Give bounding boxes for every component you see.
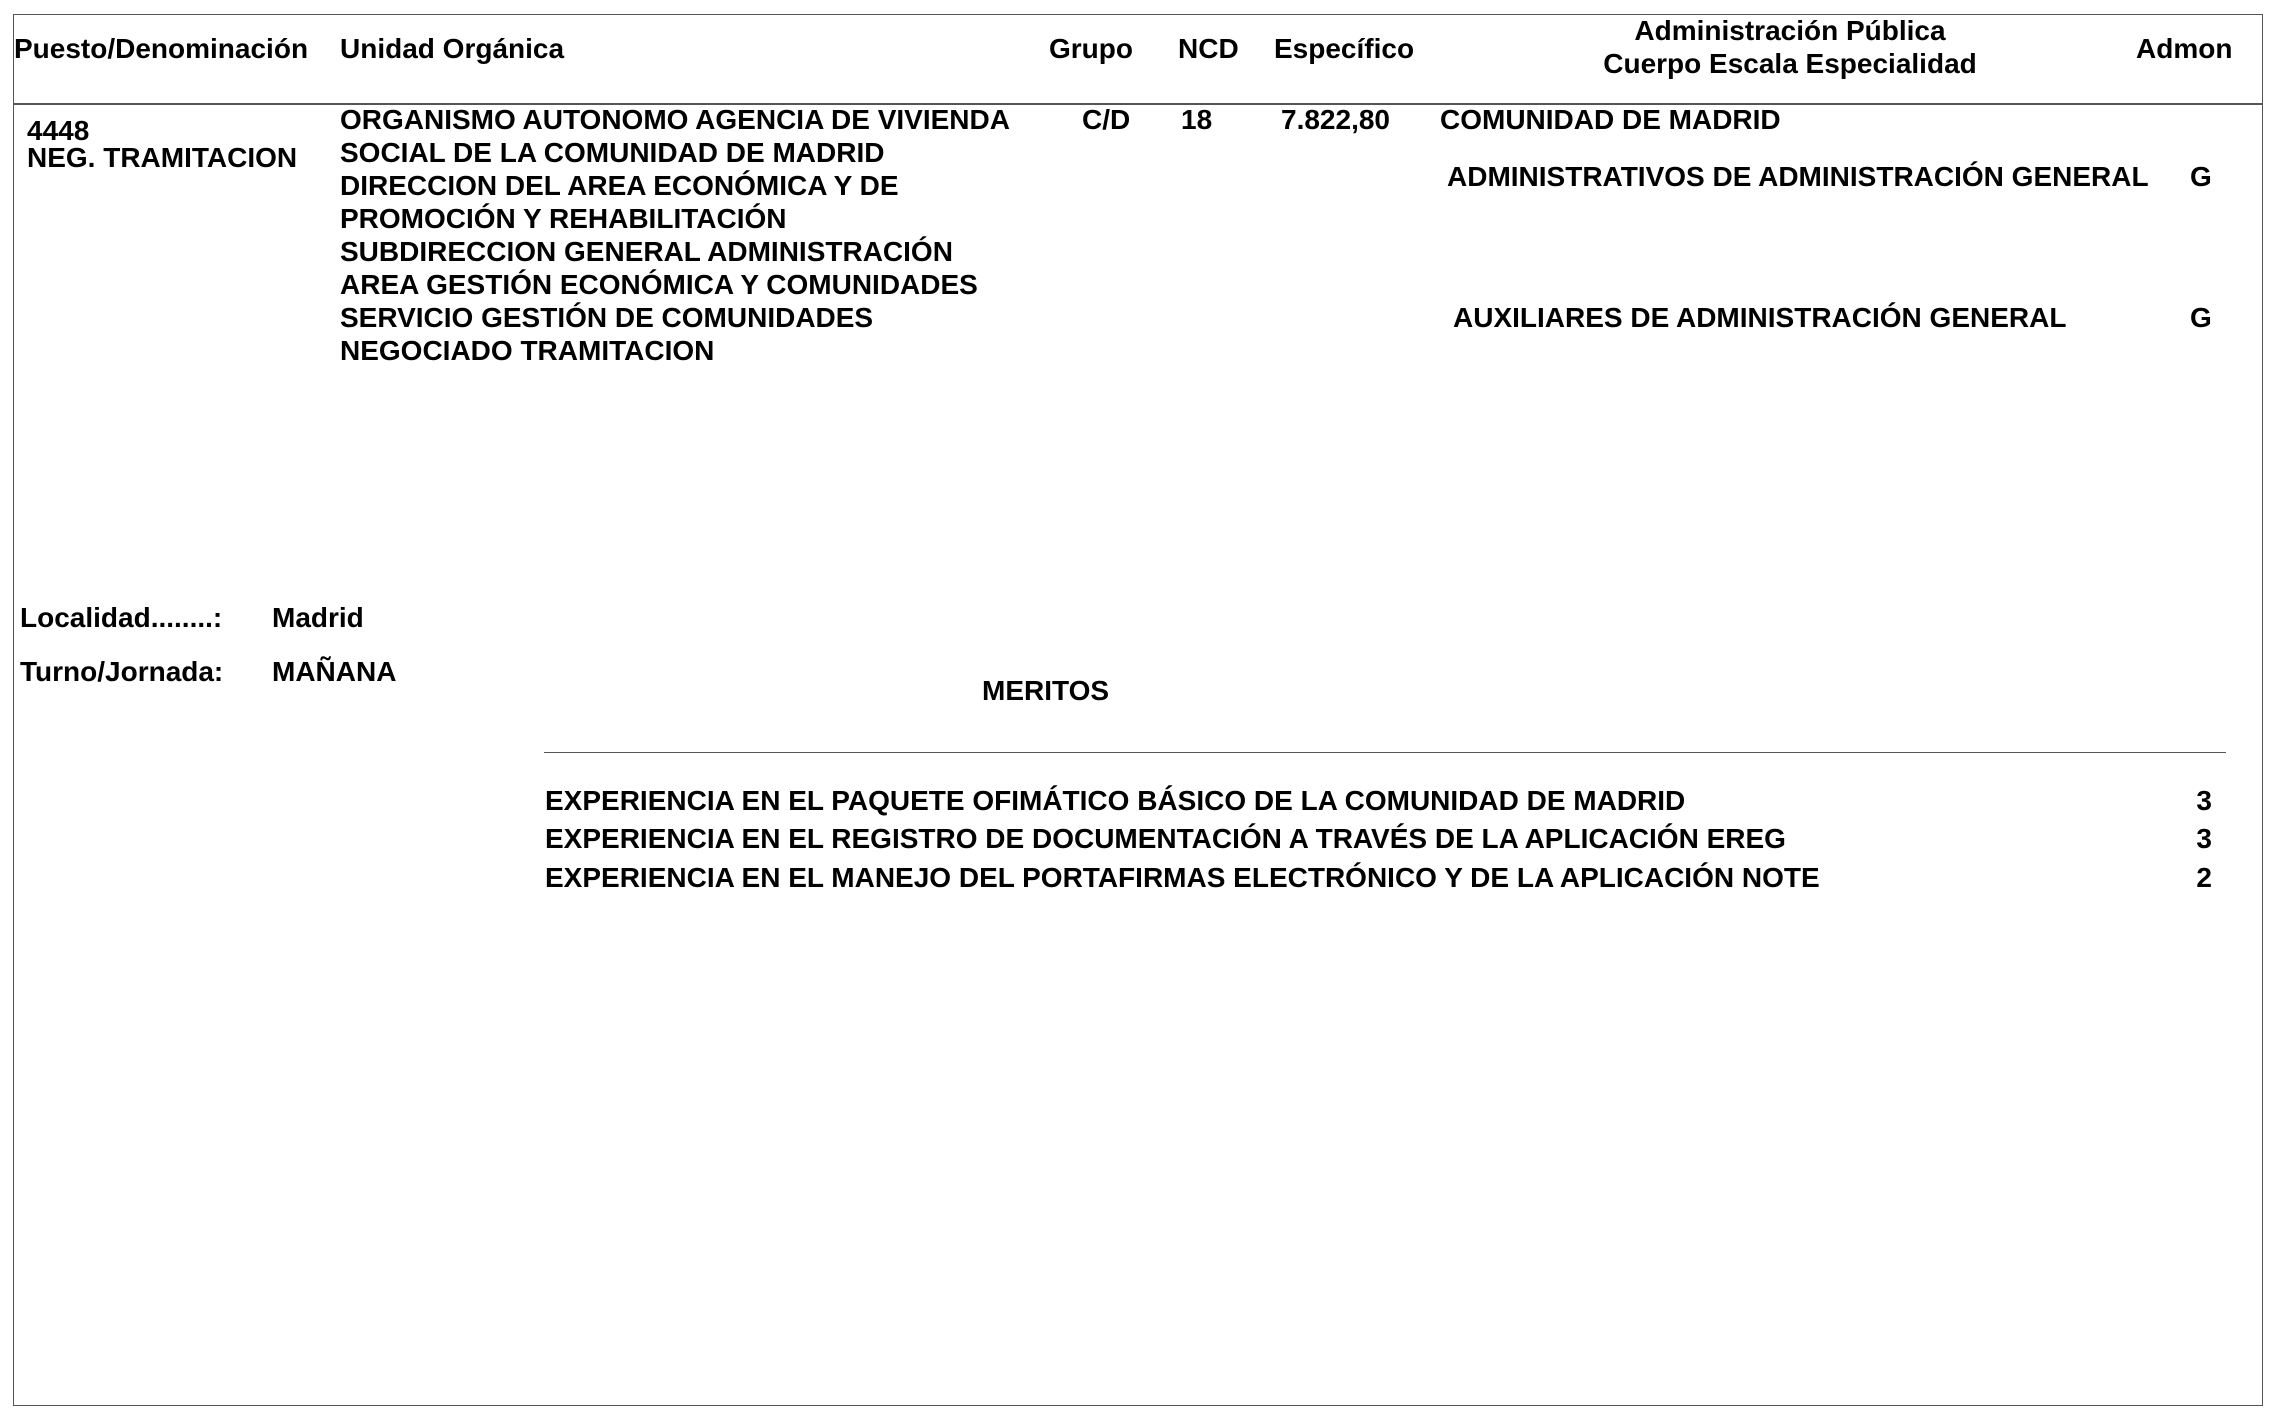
- header-puesto: Puesto/Denominación: [14, 33, 309, 64]
- header-unidad: Unidad Orgánica: [340, 33, 565, 64]
- unidad-line: DIRECCION DEL AREA ECONÓMICA Y DE: [340, 170, 899, 201]
- cuerpo-admon: G: [2190, 302, 2212, 333]
- cuerpo-admon: G: [2190, 161, 2212, 192]
- unidad-line: ORGANISMO AUTONOMO AGENCIA DE VIVIENDA: [340, 104, 1010, 135]
- cuerpo-nombre: ADMINISTRATIVOS DE ADMINISTRACIÓN GENERAL: [1447, 161, 2149, 192]
- unidad-line: SERVICIO GESTIÓN DE COMUNIDADES: [340, 302, 874, 333]
- unidad-line: SOCIAL DE LA COMUNIDAD DE MADRID: [340, 137, 885, 168]
- unidad-line: SUBDIRECCION GENERAL ADMINISTRACIÓN: [340, 236, 953, 267]
- header-grupo: Grupo: [1049, 33, 1133, 64]
- record-unidad-organica: [340, 104, 1040, 374]
- turno-label: Turno/Jornada:: [20, 656, 224, 687]
- record-codigo: 4448: [27, 115, 90, 146]
- cuerpo-nombre: AUXILIARES DE ADMINISTRACIÓN GENERAL: [1453, 302, 2067, 333]
- header-especifico: Específico: [1274, 33, 1415, 64]
- merito-text: EXPERIENCIA EN EL PAQUETE OFIMÁTICO BÁSICO DE LA COMUNIDAD DE MADRID: [545, 785, 1686, 816]
- meritos-title: MERITOS: [982, 675, 1110, 706]
- localidad-value: Madrid: [272, 602, 364, 633]
- merito-points: 2: [2196, 862, 2212, 893]
- record-administracion: COMUNIDAD DE MADRID: [1440, 104, 1781, 135]
- header-admon: Admon: [2136, 33, 2233, 64]
- unidad-line: NEGOCIADO TRAMITACION: [340, 335, 715, 366]
- merito-text: EXPERIENCIA EN EL REGISTRO DE DOCUMENTACIÓN A TRAVÉS DE LA APLICACIÓN EREG: [545, 823, 1786, 854]
- unidad-line: PROMOCIÓN Y REHABILITACIÓN: [340, 203, 787, 234]
- localidad-label: Localidad........:: [20, 602, 223, 633]
- record-denominacion: NEG. TRAMITACION: [27, 142, 298, 173]
- record-grupo: C/D: [1082, 104, 1131, 135]
- meritos-divider: [544, 752, 2226, 753]
- record-ncd: 18: [1181, 104, 1213, 135]
- unidad-line: AREA GESTIÓN ECONÓMICA Y COMUNIDADES: [340, 269, 978, 300]
- header-admin-line2: Cuerpo Escala Especialidad: [1603, 48, 1977, 79]
- turno-value: MAÑANA: [272, 656, 397, 687]
- merito-points: 3: [2196, 785, 2212, 816]
- header-ncd: NCD: [1178, 33, 1239, 64]
- record-especifico: 7.822,80: [1281, 104, 1390, 135]
- header-admin-line1: Administración Pública: [1634, 15, 1946, 46]
- merito-text: EXPERIENCIA EN EL MANEJO DEL PORTAFIRMAS ELECTRÓNICO Y DE LA APLICACIÓN NOTE: [545, 862, 1820, 893]
- merito-points: 3: [2196, 823, 2212, 854]
